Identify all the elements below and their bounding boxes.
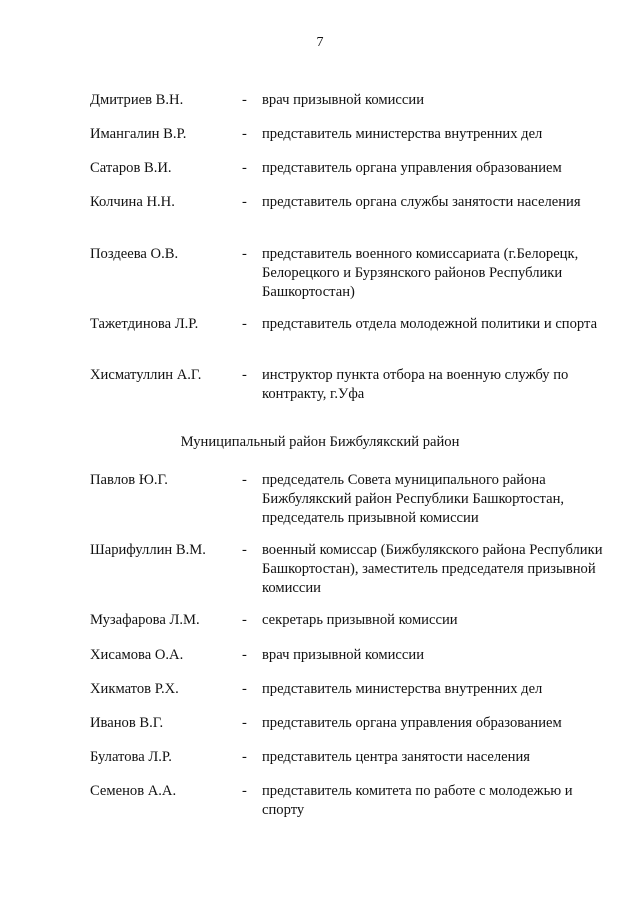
member-name: Дмитриев В.Н.: [90, 92, 184, 108]
dash-separator: -: [242, 612, 247, 628]
dash-separator: -: [242, 367, 247, 383]
member-name: Поздеева О.В.: [90, 246, 179, 262]
member-role: представитель органа службы занятости населения: [262, 194, 581, 210]
dash-separator: -: [242, 316, 247, 332]
member-name: Хикматов Р.Х.: [90, 681, 179, 697]
dash-separator: -: [242, 715, 247, 731]
member-name: Музафарова Л.М.: [90, 612, 200, 628]
dash-separator: -: [242, 246, 247, 262]
member-role: председатель Совета муниципального района Бижбулякский район Республики Башкортостан, председатель призывной комиссии: [262, 472, 565, 526]
list-item: [90, 611, 610, 630]
list-item: [90, 315, 610, 334]
list-item: [90, 714, 610, 733]
list-item: [90, 748, 610, 767]
member-name: Хисамова О.А.: [90, 647, 184, 663]
member-role: представитель центра занятости населения: [262, 749, 530, 765]
member-name: Колчина Н.Н.: [90, 194, 175, 210]
member-role: секретарь призывной комиссии: [262, 612, 458, 628]
list-item: [90, 245, 610, 302]
dash-separator: -: [242, 749, 247, 765]
dash-separator: -: [242, 194, 247, 210]
member-role: врач призывной комиссии: [262, 647, 424, 663]
member-name: Семенов А.А.: [90, 783, 177, 799]
list-item: [90, 471, 610, 528]
member-role: представитель министерства внутренних дел: [262, 126, 543, 142]
dash-separator: -: [242, 126, 247, 142]
list-item: [90, 193, 610, 212]
member-role: представитель органа управления образованием: [262, 715, 562, 731]
dash-separator: -: [242, 647, 247, 663]
dash-separator: -: [242, 160, 247, 176]
dash-separator: -: [242, 542, 247, 558]
member-role: представитель министерства внутренних дел: [262, 681, 543, 697]
dash-separator: -: [242, 783, 247, 799]
member-role: представитель комитета по работе с молодежью и спорту: [262, 783, 573, 818]
member-role: военный комиссар (Бижбулякского района Республики Башкортостан), заместитель председателя призывной комиссии: [262, 542, 603, 596]
list-item: [90, 541, 610, 598]
dash-separator: -: [242, 681, 247, 697]
member-role: представитель отдела молодежной политики и спорта: [262, 316, 598, 332]
member-role: врач призывной комиссии: [262, 92, 424, 108]
member-role: инструктор пункта отбора на военную службу по контракту, г.Уфа: [262, 367, 569, 402]
member-name: Булатова Л.Р.: [90, 749, 172, 765]
member-name: Хисматуллин А.Г.: [90, 367, 202, 383]
member-name: Имангалин В.Р.: [90, 126, 187, 142]
member-name: Иванов В.Г.: [90, 715, 164, 731]
list-item: [90, 680, 610, 699]
section-title: Муниципальный район Бижбулякский район: [180, 434, 460, 450]
list-item: [90, 91, 610, 110]
list-item: [90, 159, 610, 178]
list-item: [90, 366, 610, 404]
member-role: представитель военного комиссариата (г.Белорецк, Белорецкого и Бурзянского районов Республики Башкортостан): [262, 246, 579, 300]
dash-separator: -: [242, 472, 247, 488]
list-item: [90, 646, 610, 665]
list-item: [90, 125, 610, 144]
dash-separator: -: [242, 92, 247, 108]
member-name: Павлов Ю.Г.: [90, 472, 168, 488]
member-role: представитель органа управления образованием: [262, 160, 562, 176]
member-name: Сатаров В.И.: [90, 160, 172, 176]
list-item: [90, 782, 610, 820]
page-number: 7: [316, 35, 324, 50]
member-name: Тажетдинова Л.Р.: [90, 316, 199, 332]
member-name: Шарифуллин В.М.: [90, 542, 206, 558]
